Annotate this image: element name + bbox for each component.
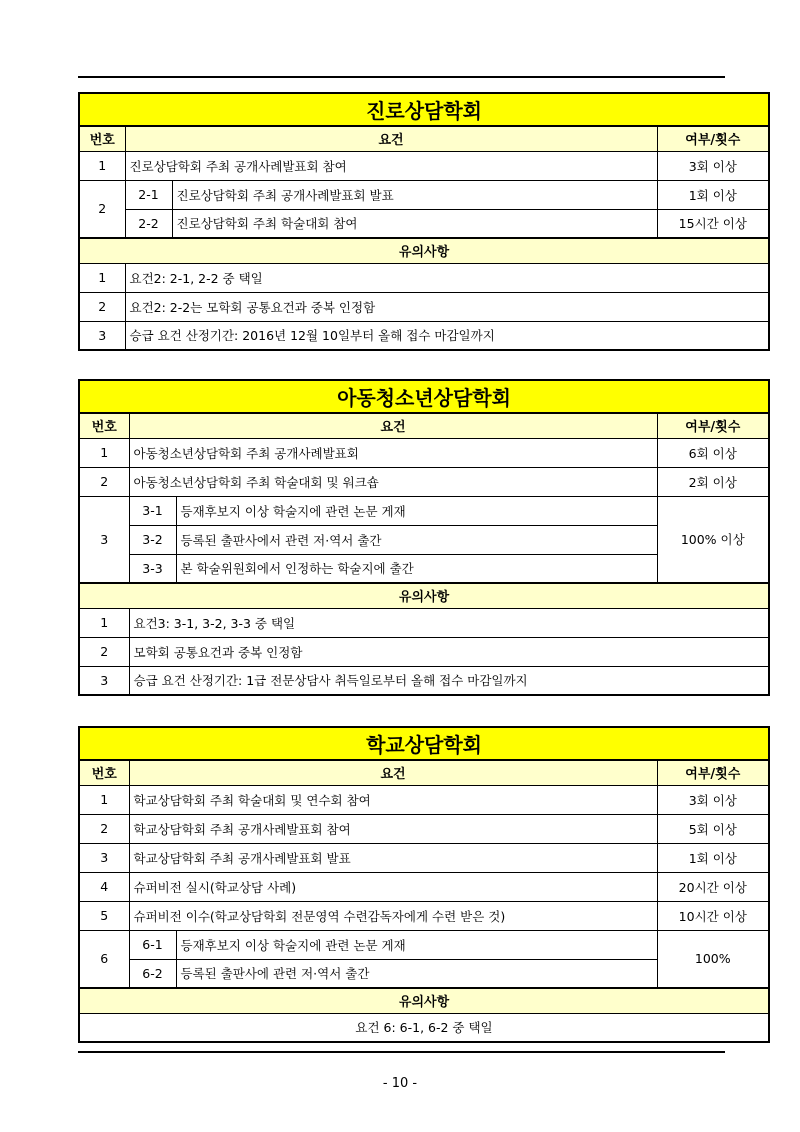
row-condition: 슈퍼비전 실시(학교상담 사례) <box>129 872 657 901</box>
row-number: 1 <box>79 438 129 467</box>
note-row <box>79 1013 769 1042</box>
table-row <box>79 496 769 525</box>
note-row <box>79 637 769 666</box>
note-row <box>79 666 769 695</box>
sub-number: 3-2 <box>129 525 176 554</box>
note-text: 요건2: 2-2는 모학회 공통요건과 중복 인정함 <box>125 292 769 321</box>
table-title-row <box>79 93 769 126</box>
page-number: - 10 - <box>382 1076 418 1091</box>
sub-count: 15시간 이상 <box>657 209 769 238</box>
note-number: 1 <box>79 263 125 292</box>
table-title-row <box>79 380 769 413</box>
header-count: 여부/횟수 <box>657 760 769 785</box>
sub-number: 3-1 <box>129 496 176 525</box>
top-rule <box>78 76 725 78</box>
note-text: 요건 6: 6-1, 6-2 중 택일 <box>79 1013 769 1042</box>
header-condition: 요건 <box>125 126 657 151</box>
note-text: 요건3: 3-1, 3-2, 3-3 중 택일 <box>129 608 769 637</box>
table-row <box>79 872 769 901</box>
sub-number: 2-2 <box>125 209 172 238</box>
table-row <box>79 180 769 209</box>
header-number: 번호 <box>79 760 129 785</box>
row-number: 1 <box>79 151 125 180</box>
note-row <box>79 263 769 292</box>
header-condition: 요건 <box>129 413 657 438</box>
header-number: 번호 <box>79 413 129 438</box>
row-number: 3 <box>79 496 129 583</box>
note-number: 3 <box>79 666 129 695</box>
note-row <box>79 292 769 321</box>
row-count: 100% <box>657 930 769 988</box>
note-text: 요건2: 2-1, 2-2 중 택일 <box>125 263 769 292</box>
row-number: 4 <box>79 872 129 901</box>
row-count: 100% 이상 <box>657 496 769 583</box>
table-title: 아동청소년상담학회 <box>79 380 769 413</box>
sub-condition: 등재후보지 이상 학술지에 관련 논문 게재 <box>176 496 657 525</box>
sub-condition: 등재후보지 이상 학술지에 관련 논문 게재 <box>176 930 657 959</box>
note-number: 2 <box>79 292 125 321</box>
note-number: 2 <box>79 637 129 666</box>
notes-title: 유의사항 <box>79 238 769 263</box>
table-row <box>79 438 769 467</box>
table-row <box>79 209 769 238</box>
table-row <box>79 785 769 814</box>
sub-condition: 본 학술위원회에서 인정하는 학술지에 출간 <box>176 554 657 583</box>
table-row <box>79 814 769 843</box>
sub-condition: 진로상담학회 주최 학술대회 참여 <box>172 209 657 238</box>
sub-condition: 등록된 출판사에 관련 저·역서 출간 <box>176 959 657 988</box>
notes-header-row <box>79 583 769 608</box>
table-row <box>79 901 769 930</box>
row-count: 2회 이상 <box>657 467 769 496</box>
notes-header-row <box>79 988 769 1013</box>
sub-number: 6-1 <box>129 930 176 959</box>
table-row <box>79 843 769 872</box>
sub-condition: 진로상담학회 주최 공개사례발표회 발표 <box>172 180 657 209</box>
row-count: 6회 이상 <box>657 438 769 467</box>
table-title: 진로상담학회 <box>79 93 769 126</box>
note-text: 승급 요건 산정기간: 2016년 12월 10일부터 올해 접수 마감일까지 <box>125 321 769 350</box>
header-count: 여부/횟수 <box>657 413 769 438</box>
row-number: 2 <box>79 814 129 843</box>
table-header-row <box>79 760 769 785</box>
row-condition: 아동청소년상담학회 주최 공개사례발표회 <box>129 438 657 467</box>
row-count: 20시간 이상 <box>657 872 769 901</box>
note-text: 모학회 공통요건과 중복 인정함 <box>129 637 769 666</box>
row-number: 5 <box>79 901 129 930</box>
row-count: 5회 이상 <box>657 814 769 843</box>
requirements-table <box>78 379 770 696</box>
row-number: 2 <box>79 180 125 238</box>
row-condition: 학교상담학회 주최 공개사례발표회 참여 <box>129 814 657 843</box>
row-condition: 진로상담학회 주최 공개사례발표회 참여 <box>125 151 657 180</box>
table-row <box>79 930 769 959</box>
table-header-row <box>79 413 769 438</box>
requirements-table <box>78 92 770 351</box>
row-count: 3회 이상 <box>657 151 769 180</box>
note-row <box>79 608 769 637</box>
notes-title: 유의사항 <box>79 583 769 608</box>
sub-number: 2-1 <box>125 180 172 209</box>
table-row <box>79 467 769 496</box>
row-condition: 학교상담학회 주최 학술대회 및 연수회 참여 <box>129 785 657 814</box>
row-count: 1회 이상 <box>657 843 769 872</box>
table-header-row <box>79 126 769 151</box>
note-row <box>79 321 769 350</box>
row-number: 6 <box>79 930 129 988</box>
row-condition: 학교상담학회 주최 공개사례발표회 발표 <box>129 843 657 872</box>
table-title: 학교상담학회 <box>79 727 769 760</box>
note-text: 승급 요건 산정기간: 1급 전문상담사 취득일로부터 올해 접수 마감일까지 <box>129 666 769 695</box>
sub-count: 1회 이상 <box>657 180 769 209</box>
note-number: 3 <box>79 321 125 350</box>
row-condition: 슈퍼비전 이수(학교상담학회 전문영역 수련감독자에게 수련 받은 것) <box>129 901 657 930</box>
header-number: 번호 <box>79 126 125 151</box>
notes-header-row <box>79 238 769 263</box>
table-row <box>79 151 769 180</box>
row-condition: 아동청소년상담학회 주최 학술대회 및 워크숍 <box>129 467 657 496</box>
header-condition: 요건 <box>129 760 657 785</box>
row-number: 1 <box>79 785 129 814</box>
sub-condition: 등록된 출판사에서 관련 저·역서 출간 <box>176 525 657 554</box>
row-number: 3 <box>79 843 129 872</box>
header-count: 여부/횟수 <box>657 126 769 151</box>
table-title-row <box>79 727 769 760</box>
notes-title: 유의사항 <box>79 988 769 1013</box>
requirements-table <box>78 726 770 1043</box>
row-count: 3회 이상 <box>657 785 769 814</box>
row-number: 2 <box>79 467 129 496</box>
bottom-rule <box>78 1051 725 1053</box>
sub-number: 3-3 <box>129 554 176 583</box>
note-number: 1 <box>79 608 129 637</box>
row-count: 10시간 이상 <box>657 901 769 930</box>
sub-number: 6-2 <box>129 959 176 988</box>
